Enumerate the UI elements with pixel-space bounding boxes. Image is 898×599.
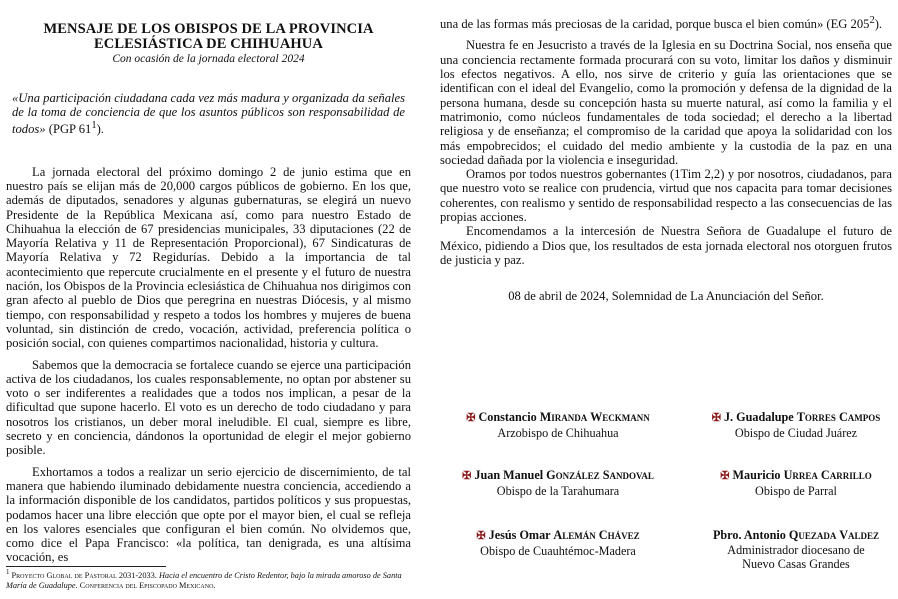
signatory [448, 468, 668, 498]
paragraph: Nuestra fe en Jesucristo a través de la Iglesia en su Doctrina Social, nos enseña que una conciencia rectamente formada procurará con su voto, limitar los daños y disminuir los efectos negativos. A ello, nos sirve de criterio y guía las orientaciones que se identifican con el ideal del Evangelio, como la promoción y defensa de la dignidad de la persona humana, desde su concepción hasta su muerte natural, así como la familia y el matrimonio, como núcleos fundamentales de toda sociedad; el derecho a la libertad religiosa y de enseñanza; el compromiso de la caridad que apoya la solidaridad con los más empobrecidos; el cuidado del medio ambiente y la custodia de la paz en una sociedad dañada por la violencia e inseguridad. [440, 38, 892, 167]
signatory-name: ✠ Mauricio Urrea Carrillo [720, 468, 872, 482]
title-line-1: MENSAJE DE LOS OBISPOS DE LA PROVINCIA [43, 21, 374, 37]
cross-icon: ✠ [711, 412, 721, 424]
signatory [696, 410, 896, 440]
paragraph-continuation: una de las formas más preciosas de la caridad, porque busca el bien común» (EG $205^2$). [440, 15, 883, 32]
paragraph: Oramos por todos nuestros gobernantes (1Tim 2,2) y por nosotros, ciudadanos, para que nuestro voto se realice con prudencia, virtud que nos capacita para tomar decisiones coherentes, con realismo y sentido de responsabilidad respecto a las consecuencias de las propias acciones. [440, 167, 892, 225]
signatory-name: ✠ Constancio Miranda Weckmann [466, 410, 650, 424]
signatory [696, 468, 896, 498]
signatory-role: Obispo de Cuauhtémoc-Madera [480, 543, 636, 558]
cross-icon: ✠ [476, 530, 486, 542]
title-line-2: ECLESIÁSTICA DE CHIHUAHUA [94, 36, 323, 52]
cross-icon: ✠ [466, 412, 476, 424]
epigraph-quote [12, 92, 405, 137]
footnote-divider [6, 566, 166, 567]
signatory-name: Pbro. Antonio Quezada Valdez [712, 528, 880, 542]
signatory [448, 410, 668, 440]
footnote-marker-2: 2 [869, 15, 875, 26]
signatory-role: Arzobispo de Chihuahua [497, 425, 619, 440]
signatory [448, 528, 668, 558]
footnote-publisher: Conferencia del Episcopado Mexicano. [79, 580, 216, 590]
paragraph: Encomendamos a la intercesión de Nuestra Señora de Guadalupe el futuro de México, pidiendo a Dios que, los resultados de esta jornada electoral nos otorguen frutos de justicia y paz. [440, 224, 892, 267]
footnote: $^1$ Proyecto Global de Pastoral 2031-2033. Hacia el encuentro de Cristo Redentor, bajo la mirada amoroso de Santa María de Guadalupe. Conferencia del Episcopado Mexicano. [6, 569, 402, 590]
signatory-name: ✠ Jesús Omar Alemán Chávez [476, 528, 640, 542]
signatory-role: Obispo de Ciudad Juárez [734, 425, 858, 440]
signatory-name: ✠ Juan Manuel González Sandoval [462, 468, 654, 482]
paragraph: Sabemos que la democracia se fortalece cuando se ejerce una participación activa de los ciudadanos, los cuales responsablemente, no optan por abstener su voto o ser indiferentes a realidades que a todos nos implican, a pesar de la dificultad que supone hacerlo. El voto es un derecho de todo ciudadano y para nosotros los cristianos, un deber moral ineludible. El cual, siempre es libre, secreto y en conciencia, dándonos la oportunidad de elegir el mejor gobierno posible. [6, 357, 411, 458]
footnote-marker-1: 1 [91, 120, 97, 131]
signatory-role: Administrador diocesano de [727, 542, 865, 557]
document-subtitle: Con ocasión de la jornada electoral 2024 [112, 53, 305, 65]
signatory-role-line-2: Nuevo Casas Grandes [742, 557, 850, 571]
signatory [696, 528, 896, 572]
paragraph: Exhortamos a todos a realizar un serio ejercicio de discernimiento, de tal manera que habiendo iluminado debidamente nuestra conciencia, accediendo a la información disponible de los candidatos, partidos políticos y sus propuestas, podamos hacer una libre elección que opte por el mayor bien, el cual se refleja en los valores esenciales que configuran el bien común. No olvidemos que, como dice el Papa Francisco: «la política, tan denigrada, es una altísima vocación, es [6, 464, 411, 565]
signatory-role: Obispo de la Tarahumara [496, 483, 620, 498]
right-column [440, 0, 892, 304]
document-date: 08 de abril de 2024, Solemnidad de La Anunciación del Señor. [508, 289, 824, 304]
left-body-text [6, 165, 411, 565]
footnote-title: Hacia el encuentro de Cristo Redentor, bajo la mirada amoroso de Santa María de Guadalupe. [6, 570, 402, 590]
footnote-source: Proyecto Global de Pastoral 2031-2033. [11, 570, 157, 580]
signatory-role: Obispo de Parral [755, 483, 837, 498]
document-title [6, 22, 411, 52]
paragraph: La jornada electoral del próximo domingo 2 de junio estima que en nuestro país se elijan más de 20,000 cargos públicos de gobierno. En los que, además de diputados, senadores y algunas gubernaturas, se elegirá un nuevo Presidente de la República Mexicana así, como para nuestro Estado de Chihuahua la elección de 67 presidencias municipales, 33 diputaciones (22 de Mayoría Relativa y 11 de Representación Proporcional), 67 Sindicaturas de Mayoría Relativa y 72 Regidurías. Debido a la importancia de tal acontecimiento que repercute crucialmente en el presente y el futuro de nuestra nación, los Obispos de la Provincia eclesiástica de Chihuahua nos dirigimos con gran afecto al pueblo de Dios que peregrina en nuestras Diócesis, y al mismo tiempo, con responsabilidad y respeto a todos los hombres y mujeres de buena voluntad, sin distinción de credo, vocación, actividad, preferencia política o posición social, con quienes compartimos nacionalidad, historia y cultura. [6, 164, 411, 351]
epigraph-text: «Una participación ciudadana cada vez más madura y organizada da señales de la toma de conciencia de que los asuntos públicos son responsabilidad de todos» [12, 91, 405, 137]
signatory-name: ✠ J. Guadalupe Torres Campos [711, 410, 881, 424]
cross-icon: ✠ [462, 470, 472, 482]
left-column [6, 0, 411, 572]
right-body-text [440, 14, 892, 267]
epigraph-reference: (PGP $61^1$). [48, 120, 104, 137]
cross-icon: ✠ [720, 470, 730, 482]
